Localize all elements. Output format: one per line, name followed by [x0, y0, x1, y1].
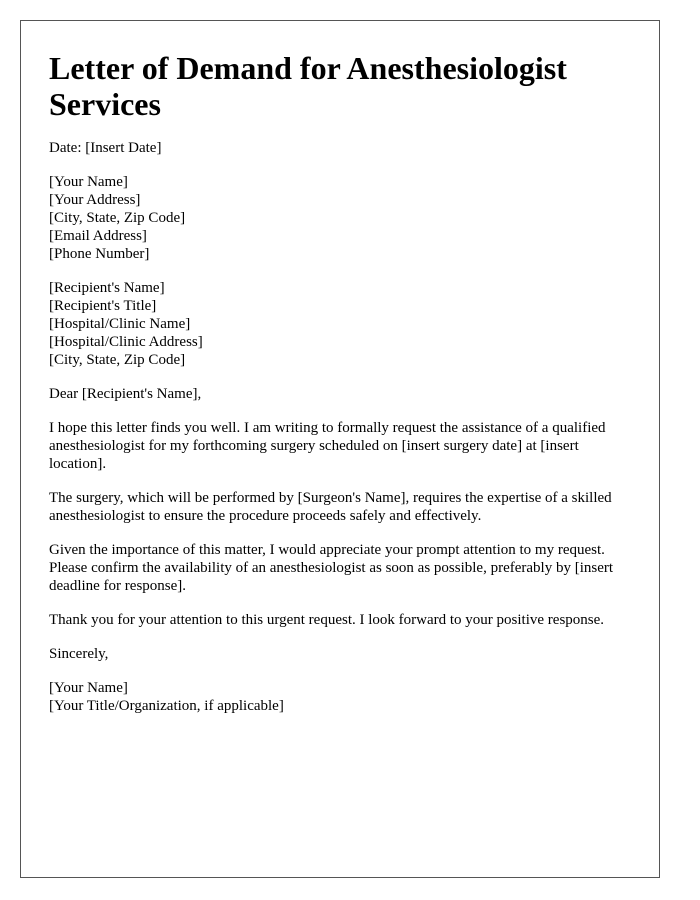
signature-block	[49, 679, 631, 715]
body-paragraph: I hope this letter finds you well. I am writing to formally request the assistance of a qualified anesthesiologist for my forthcoming surgery scheduled on [insert surgery date] at [insert location].	[49, 420, 606, 472]
recipient-name: [Recipient's Name]	[49, 280, 165, 296]
signature-title-org: [Your Title/Organization, if applicable]	[49, 698, 284, 714]
signature-name: [Your Name]	[49, 680, 128, 696]
recipient-address-block	[49, 279, 631, 369]
recipient-hospital-name: [Hospital/Clinic Name]	[49, 316, 191, 332]
recipient-hospital-address: [Hospital/Clinic Address]	[49, 334, 203, 350]
body-paragraph: Given the importance of this matter, I would appreciate your prompt attention to my request. Please confirm the availability of an anesthesiologist as soon as possible, preferably by [insert deadline for response].	[49, 542, 614, 594]
sender-email: [Email Address]	[49, 228, 147, 244]
letter-title: Letter of Demand for Anesthesiologist Services	[49, 50, 567, 122]
sender-address-block	[49, 173, 631, 263]
letter-page	[20, 20, 660, 878]
salutation: Dear [Recipient's Name],	[49, 386, 202, 402]
sender-city-state-zip: [City, State, Zip Code]	[49, 210, 186, 226]
body-paragraph: Thank you for your attention to this urgent request. I look forward to your positive response.	[49, 612, 605, 628]
sender-phone: [Phone Number]	[49, 246, 150, 262]
date-line: Date: [Insert Date]	[49, 140, 162, 156]
recipient-title: [Recipient's Title]	[49, 298, 157, 314]
recipient-city-state-zip: [City, State, Zip Code]	[49, 352, 186, 368]
sender-name: [Your Name]	[49, 174, 128, 190]
sender-address: [Your Address]	[49, 192, 141, 208]
body-paragraph: The surgery, which will be performed by [Surgeon's Name], requires the expertise of a skilled anesthesiologist to ensure the procedure proceeds safely and effectively.	[49, 490, 612, 524]
closing: Sincerely,	[49, 646, 109, 662]
